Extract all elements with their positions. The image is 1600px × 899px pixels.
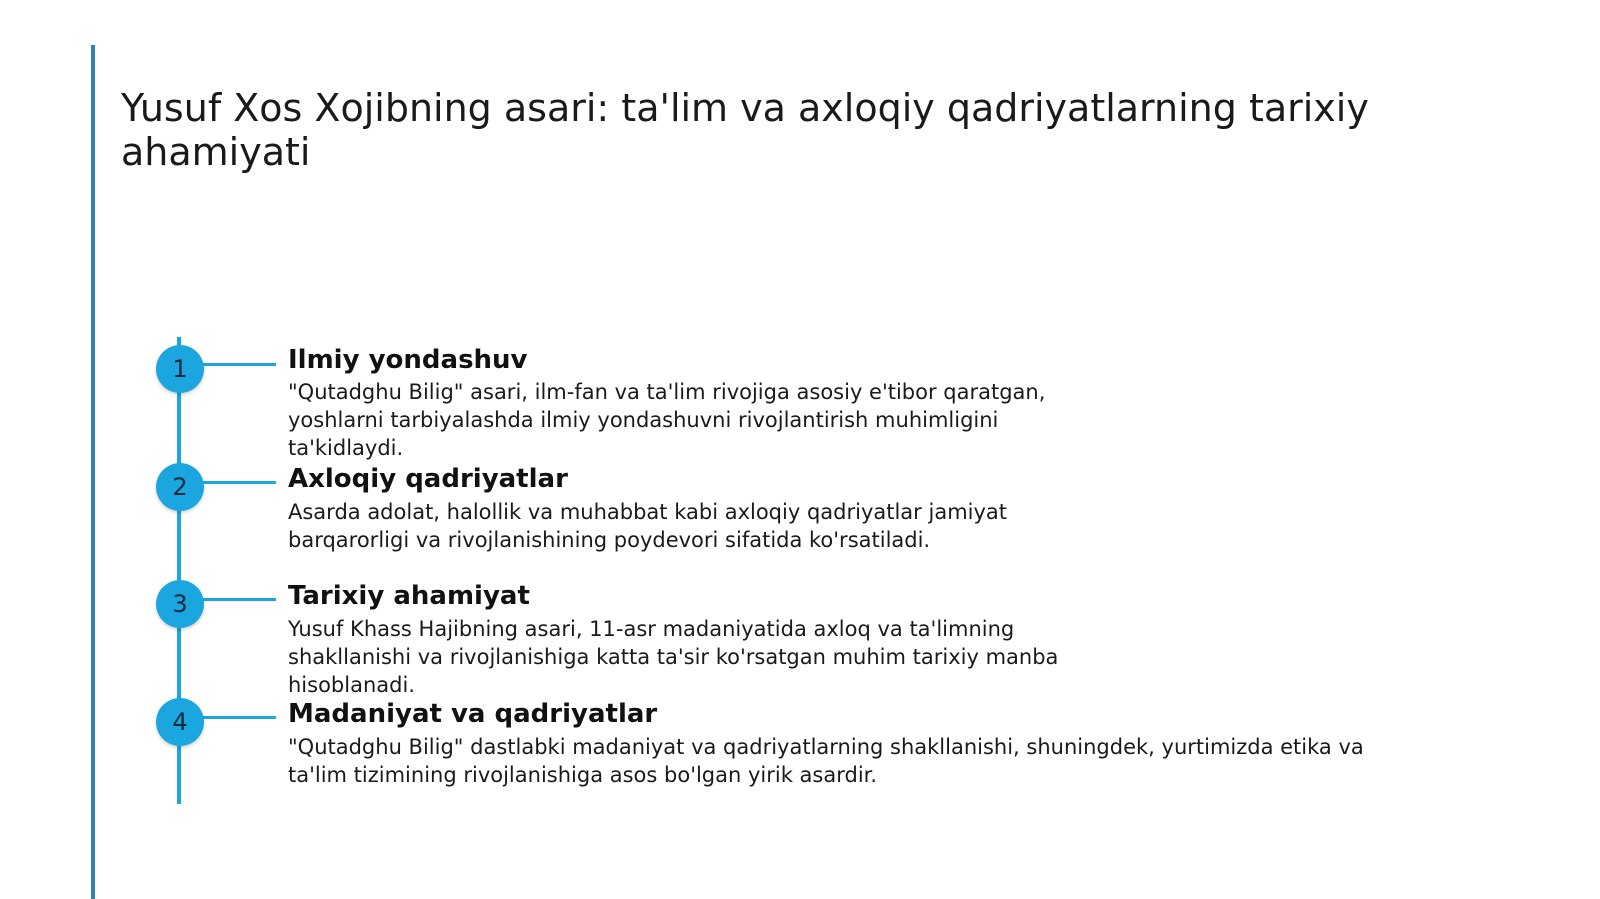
step-title: Ilmiy yondashuv: [288, 345, 528, 375]
step-connector: [200, 716, 276, 719]
step-connector: [200, 363, 276, 366]
step-title: Tarixiy ahamiyat: [288, 581, 530, 611]
step-title: Madaniyat va qadriyatlar: [288, 699, 658, 729]
step-number-badge: 4: [156, 698, 204, 746]
step-description: "Qutadghu Bilig" dastlabki madaniyat va qadriyatlarning shakllanishi, shuningdek, yurtimizda etika va ta'lim tizimining rivojlanishiga asos bo'lgan yirik asardir.: [288, 735, 1364, 787]
step-number-badge: 3: [156, 580, 204, 628]
step-title: Axloqiy qadriyatlar: [288, 464, 568, 494]
accent-bar: [91, 45, 95, 899]
step-connector: [200, 598, 276, 601]
slide-title: Yusuf Xos Xojibning asari: ta'lim va axloqiy qadriyatlarning tarixiy ahamiyati: [121, 86, 1369, 174]
step-connector: [200, 481, 276, 484]
step-number-badge: 2: [156, 463, 204, 511]
step-description: Yusuf Khass Hajibning asari, 11-asr madaniyatida axloq va ta'limning shakllanishi va rivojlanishiga katta ta'sir ko'rsatgan muhim tarixiy manba hisoblanadi.: [288, 617, 1059, 697]
step-number-badge: 1: [156, 345, 204, 393]
step-description: Asarda adolat, halollik va muhabbat kabi axloqiy qadriyatlar jamiyat barqarorligi va rivojlanishining poydevori sifatida ko'rsatiladi.: [288, 500, 1008, 552]
step-description: "Qutadghu Bilig" asari, ilm-fan va ta'lim rivojiga asosiy e'tibor qaratgan, yoshlarni tarbiyalashda ilmiy yondashuvni rivojlantirish muhimligini ta'kidlaydi.: [288, 380, 1046, 460]
